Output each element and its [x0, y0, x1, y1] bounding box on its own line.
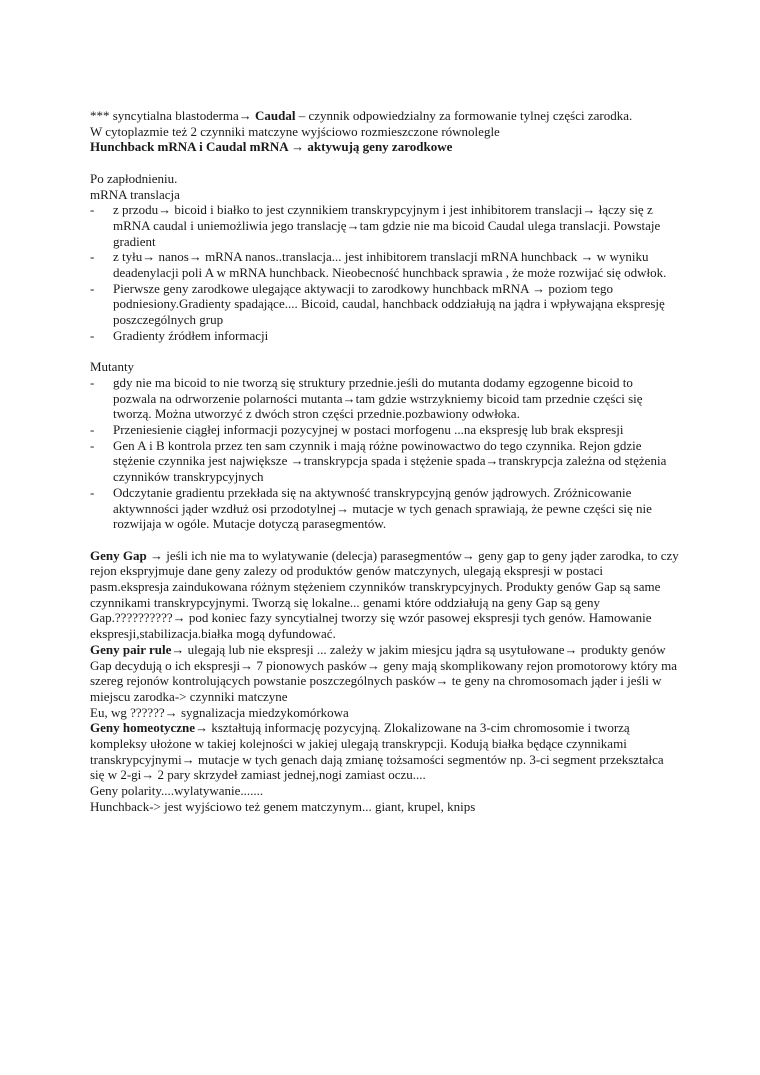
mutants-bullet-line: Gen A i B kontrola przez ten sam czynnik i mają różne powinowactwo do tego czynnika. Rejon gdzie — [113, 437, 642, 453]
translation-bullet-list — [90, 202, 680, 343]
spacer — [90, 532, 680, 548]
mutants-bullet-line: Przeniesienie ciągłej informacji pozycyjnej w postaci morfogenu ...na ekspresję lub brak ekspresji — [113, 422, 624, 438]
hunchback-caudal-heading: Hunchback mRNA i Caudal mRNA → aktywują geny zarodkowe — [90, 139, 453, 155]
bullet-dash: - — [90, 202, 95, 218]
gene-text: Eu, wg ??????→ sygnalizacja miedzykomórkowa — [90, 704, 349, 720]
bullet-dash: - — [90, 484, 95, 500]
gene-text-line — [90, 705, 680, 721]
bullet-dash: - — [90, 327, 95, 343]
translation-bullet-item — [90, 281, 680, 328]
gene-text-line — [90, 626, 680, 642]
translation-bullet-line: podniesiony.Gradienty spadające.... Bicoid, caudal, hanchback oddziałują na jądra i wpływająna ekspresję — [113, 296, 665, 312]
translation-bullet-line: mRNA caudal i uniemożliwia jego translację→tam gdzie nie ma bicoid Caudal ulega translacji. Powstaje — [113, 217, 661, 233]
bullet-dash: - — [90, 249, 95, 265]
gene-class-term: Geny Gap — [90, 547, 147, 563]
gene-text-line — [90, 563, 680, 579]
gene-text: szereg rejonów kontrolujących powstanie poszczególnych pasków→ te geny na chromosomach jąder i jeśli w — [90, 673, 662, 689]
translation-bullet-line: deadenylacji poli A w mRNA hunchback. Nieobecność hunchback sprawia , że może rozwijać się odwłok. — [113, 265, 667, 281]
intro-line-2: W cytoplazmie też 2 czynniki matczyne wyjściowo rozmieszczone równolegle — [90, 123, 500, 139]
gene-text: Hunchback-> jest wyjściowo też genem matczynym... giant, krupel, knips — [90, 798, 476, 814]
mutants-bullet-line: Odczytanie gradientu przekłada się na aktywność transkrypcyjną genów jądrowych. Zróżnicowanie — [113, 484, 632, 500]
translation-bullet-item — [90, 202, 680, 249]
mutants-heading: Mutanty — [90, 359, 135, 375]
gene-text: → jeśli ich nie ma to wylatywanie (delecja) parasegmentów→ geny gap to geny jąder zarodka, to czy — [146, 547, 679, 563]
translation-bullet-line: Gradienty źródłem informacji — [113, 327, 269, 343]
mutants-bullet-line: rozwijaja w ogóle. Mutacje dotyczą parasegmentów. — [113, 516, 387, 532]
bullet-dash: - — [90, 280, 95, 296]
gene-text-line — [90, 548, 680, 564]
gene-text: transkrypcyjnymi→ mutacje w tych genach dają zmianę tożsamości segmentów np. 3-ci segment przekształca — [90, 751, 664, 767]
translation-bullet-line: z tyłu→ nanos→ mRNA nanos..translacja... jest inhibitorem translacji mRNA hunchback → w wyniku — [113, 249, 649, 265]
mutants-bullet-line: aktywnności jąder wzdłuż osi przodotylnej→ mutacje w tych genach sprawiają, że pewne części się nie — [113, 500, 652, 516]
gene-text: Gap.??????????→ pod koniec fazy syncytialnej tworzy się wzór pasowej ekspresji tych genów. Hamowanie — [90, 610, 652, 626]
gene-text-line — [90, 595, 680, 611]
gene-text: czynnikami transkrypcyjnymi. Tworzą się lokalne... genami które oddziałują na geny Gap są geny — [90, 594, 601, 610]
gene-text-line — [90, 799, 680, 815]
mutants-bullet-item — [90, 422, 680, 438]
gene-text-line — [90, 689, 680, 705]
gene-text: kompleksy ułożone w takiej kolejności w jakiej ulegają transkrypcji. Kodują białka będące czynnikami — [90, 736, 627, 752]
bullet-dash: - — [90, 422, 95, 438]
bullet-dash: - — [90, 437, 95, 453]
gene-text-line — [90, 579, 680, 595]
intro-line-1 — [90, 108, 680, 124]
mutants-bullet-line: tworzą. Można utworzyć z dwóch stron części przednie.pozbawiony odwłoka. — [113, 406, 520, 422]
intro-line-1-text: *** syncytialna blastoderma→ Caudal – czynnik odpowiedzialny za formowanie tylnej części zarodka. — [90, 108, 633, 123]
gene-text-line — [90, 673, 680, 689]
gene-text: ekspresji,stabilizacja.białka mogą dyfundować. — [90, 626, 336, 642]
mutants-bullet-line: czynników transkrypcyjnych — [113, 469, 264, 485]
caudal-term: Caudal — [255, 108, 296, 123]
gene-text: pasm.ekspresja zaindukowana różnym stężeniem czynników transkrypcyjnych. Produkty genów Gap są same — [90, 579, 661, 595]
mutants-bullet-item — [90, 485, 680, 532]
gene-text-line — [90, 642, 680, 658]
translation-bullet-line: gradient — [113, 233, 156, 249]
translation-bullet-line: Pierwsze geny zarodkowe ulegające aktywacji to zarodkowy hunchback mRNA → poziom tego — [113, 280, 613, 296]
gene-classes-section — [90, 548, 680, 815]
gene-text: miejscu zarodka-> czynniki matczyne — [90, 688, 288, 704]
translation-bullet-line: poszczególnych grup — [113, 312, 224, 328]
gene-text-line — [90, 658, 680, 674]
mutants-bullet-line: pozwala na odrworzenie polarności mutanta→tam gdzie wstrzykniemy bicoid tam przednie części się — [113, 390, 643, 406]
gene-text: → kształtują informację pozycyjną. Zlokalizowane na 3-cim chromosomie i tworzą — [195, 720, 630, 736]
gene-class-term: Geny pair rule — [90, 641, 172, 657]
translation-bullet-item — [90, 328, 680, 344]
mutants-bullet-list — [90, 375, 680, 532]
gene-text-line — [90, 736, 680, 752]
gene-text: się w 2-gi→ 2 pary skrzydeł zamiast jednej,nogi zamiast oczu.... — [90, 767, 426, 783]
gene-text: Geny polarity....wylatywanie....... — [90, 783, 264, 799]
translation-bullet-line: z przodu→ bicoid i białko to jest czynnikiem transkrypcyjnym i jest inhibitorem translacji→ łączy się z — [113, 202, 653, 218]
gene-text-line — [90, 610, 680, 626]
mrna-translation-subheading: mRNA translacja — [90, 186, 180, 202]
gene-text: → ulegają lub nie ekspresji ... zależy w jakim miesjcu jądra są usytułowane→ produkty genów — [171, 641, 666, 657]
gene-class-term: Geny homeotyczne — [90, 720, 196, 736]
gene-text-line — [90, 720, 680, 736]
gene-text: Gap decydują o ich ekspresji→ 7 pionowych pasków→ geny mają skomplikowany rejon promotorowy który ma — [90, 657, 678, 673]
gene-text-line — [90, 752, 680, 768]
bullet-dash: - — [90, 374, 95, 390]
spacer — [90, 155, 680, 171]
mutants-bullet-item — [90, 375, 680, 422]
spacer — [90, 344, 680, 360]
intro-line-3-bold — [90, 139, 680, 155]
gene-text-line — [90, 767, 680, 783]
translation-bullet-item — [90, 249, 680, 280]
document-body — [90, 108, 680, 815]
gene-text-line — [90, 783, 680, 799]
gene-text: rejon ekspryjmuje dane geny zalezy od produktów genów matczynych, ulegają ekspresji w postaci — [90, 563, 603, 579]
after-fertilization-heading: Po zapłodnieniu. — [90, 170, 178, 186]
mutants-bullet-item — [90, 438, 680, 485]
mutants-bullet-line: gdy nie ma bicoid to nie tworzą się struktury przednie.jeśli do mutanta dodamy egzogenne bicoid to — [113, 374, 633, 390]
mutants-bullet-line: stężenie czynnika jest największe →transkrypcja spada i stężenie spada→transkrypcja zależna od stężenia — [113, 453, 667, 469]
